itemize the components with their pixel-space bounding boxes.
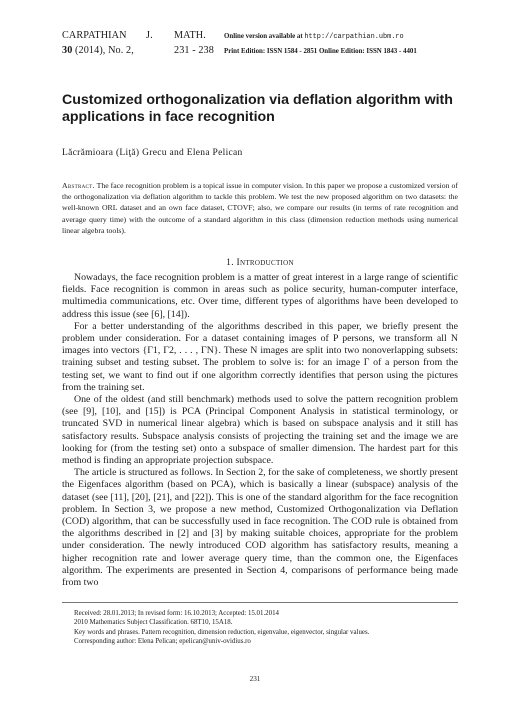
journal-name: CARPATHIAN J. MATH.	[62, 30, 206, 41]
abstract	[62, 180, 458, 236]
authors: Lăcrămioara (Liţă) Grecu and Elena Pelican	[62, 148, 243, 158]
abstract-label: Abstract.	[62, 181, 95, 190]
received-dates: Received: 28.01.2013; In revised form: 16.10.2013; Accepted: 15.01.2014	[74, 610, 279, 617]
page-number: 231	[249, 675, 261, 683]
journal-header	[62, 30, 462, 60]
paper-title: Customized orthogonalization via deflation algorithm with applications in face recognition	[62, 92, 453, 125]
msc-classification: 2010 Mathematics Subject Classification. 68T10, 15A18.	[74, 619, 233, 627]
section-heading: 1. Introduction	[226, 258, 294, 268]
paragraph-2: For a better understanding of the algorithms described in this paper, we briefly present the problem under consideration. For a dataset containing images of P persons, we transform all N images into vectors {Γ1, Γ2, . . . , ΓN}. These N images are split into two nonoverlapping subsets: training subset and testing subset. The problem to solve is: for an image Γ of a person from the testing set, we want to find out if one algorithm correctly identifies that person using the pictures from the training set.	[62, 320, 458, 393]
abstract-text: The face recognition problem is a topical issue in computer vision. In this paper we propose a customized version of the orthogonalization via deflation algorithm to tackle this problem. We test the new proposed algorithm on two datasets: the well-known ORL dataset and an own face dataset, CTOVF; also, we compare our results (in terms of rate recognition and average query time) with the outcome of a standard algorithm in this class (dimension reduction methods using numerical linear algebra tools).	[62, 181, 458, 235]
journal-url[interactable]: http://carpathian.ubm.ro	[304, 33, 404, 41]
online-version-note: Online version available at http://carpathian.ubm.ro	[224, 33, 404, 41]
issn-info: Print Edition: ISSN 1584 - 2851 Online Edition: ISSN 1843 - 4401	[224, 48, 417, 55]
footnotes	[62, 609, 458, 647]
paragraph-3: One of the oldest (and still benchmark) methods used to solve the pattern recognition problem (see [9], [10], and [15]) is PCA (Principal Component Analysis in statistical terminology, or truncated SVD in numerical linear algebra) which is based on subspace analysis and it still has satisfactory results. Subspace analysis consists of projecting the training set and the image we are looking for (from the testing set) onto a subspace of smaller dimension. The hardest part for this method is finding an appropriate projection subspace.	[62, 394, 458, 467]
paragraph-1: Nowadays, the face recognition problem is a matter of great interest in a large range of scientific fields. Face recognition is common in areas such as police security, human-computer interface, multimedia communications, etc. Over time, different types of algorithms have been developed to address this issue (see [6], [14]).	[62, 272, 458, 320]
volume-info: 30 (2014), No. 2, 231 - 238	[62, 45, 214, 56]
paragraph-4: The article is structured as follows. In Section 2, for the sake of completeness, we shortly present the Eigenfaces algorithm (based on PCA), which is basically a linear (subspace) analysis of the dataset (see [11], [20], [21], and [22]). This is one of the standard algorithm for the face recognition problem. In Section 3, we propose a new method, Customized Orthogonalization via Deflation (COD) algorithm, that can be successfully used in face recognition. The COD rule is obtained from the algorithms described in [2] and [3] by making suitable choices, appropriate for the problem under consideration. The newly introduced COD algorithm has satisfactory results, meaning a higher recognition rate and lower average query time, than the common one, the Eigenfaces algorithm. The experiments are presented in Section 4, comparisons of performance being made from two	[62, 467, 458, 589]
introduction-body	[62, 272, 458, 589]
corresponding-author: Corresponding author: Elena Pelican; epelican@univ-ovidius.ro	[74, 638, 251, 646]
keywords: Key words and phrases. Pattern recognition, dimension reduction, eigenvalue, eigenvector, singular values.	[74, 628, 370, 636]
footnote-divider	[62, 602, 458, 603]
